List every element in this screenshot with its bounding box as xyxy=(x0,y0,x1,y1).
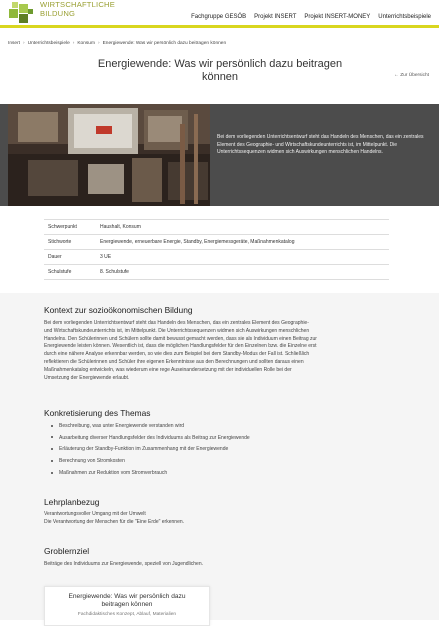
fact-value: Energiewende, erneuerbare Energie, Standby, Energiemessgeräte, Maßnahmenkatalog xyxy=(100,235,389,250)
breadcrumb-insert[interactable]: Insert xyxy=(8,41,20,46)
breadcrumb-separator: › xyxy=(97,41,100,46)
fact-key: Schulstufe xyxy=(44,265,100,280)
paragraph-line: Maßnahmenkatalog entwickeln, was wiederum eine rege Auseinandersetzung mit der individuellen Rolle bei der xyxy=(44,366,292,373)
nav-unterrichtsbeispiele[interactable]: Unterrichtsbeispiele xyxy=(378,14,431,20)
fact-key: Schwerpunkt xyxy=(44,220,100,235)
paragraph-line: Handelns. Den Schülerinnen und Schülern sollte damit bewusst gemacht werden, dass sie als Individuum einen Beitrag zur xyxy=(44,335,317,342)
page-title-line-1: Energiewende: Was wir persönlich dazu beitragen xyxy=(97,58,343,70)
paragraph-line: Beiträge des Individuums zur Energiewende, speziell von Jugendlichen. xyxy=(44,561,203,567)
list-item: Beschreibung, was unter Energiewende verstanden wird xyxy=(50,423,250,435)
paragraph-lehrplanbezug xyxy=(44,511,394,527)
list-item: Berechnung von Stromkosten xyxy=(50,458,250,470)
paragraph-line: reflektieren die Schülerinnen und Schüler ihre eigenen Erkenntnisse aus den Berechnungen und sollten daraus einen xyxy=(44,358,304,365)
nav-projekt-insert-money[interactable]: Projekt INSERT-MONEY xyxy=(304,14,371,20)
brand-line-1: WIRTSCHAFTLICHE xyxy=(40,0,116,9)
hero-description: Bei dem vorliegenden Unterrichtsentwurf steht das Handeln des Menschen, das ein zentrales Element des Geographie- und Wirtschaftskundeunterrichts ist, im Mittelpunkt. Die Unterrichtssequenzen widmen sich Auswirkungen menschlichen Handelns. xyxy=(217,134,424,156)
fact-value: Haushalt, Konsum xyxy=(100,220,389,235)
breadcrumb-unterrichtsbeispiele[interactable]: Unterrichtsbeispiele xyxy=(27,41,70,46)
heading-konkretisierung: Konkretisierung des Themas xyxy=(44,408,151,418)
paragraph-line: Die Verantwortung der Menschen für die "Eine Erde" erkennen. xyxy=(44,518,185,525)
fact-value: 3 UE xyxy=(100,250,389,265)
material-card[interactable] xyxy=(44,586,210,626)
table-row xyxy=(44,265,389,280)
card-title-line-1: Energiewende: Was wir persönlich dazu xyxy=(68,593,186,600)
breadcrumb xyxy=(8,41,226,47)
back-to-overview-link[interactable]: ← Zur Übersicht xyxy=(394,73,429,78)
card-title-line-2: beitragen können xyxy=(101,601,153,608)
list-item: Maßnahmen zur Reduktion vom Stromverbrauch xyxy=(50,470,250,482)
nav-projekt-insert[interactable]: Projekt INSERT xyxy=(254,14,297,20)
breadcrumb-current: Energiewende: Was wir persönlich dazu beitragen können xyxy=(102,41,227,46)
list-item: Erläuterung der Standby-Funktion im Zusammenhang mit der Energiewende xyxy=(50,446,250,458)
page-title-line-2: können xyxy=(201,71,239,83)
card-title xyxy=(45,593,209,609)
fact-value: 8. Schulstufe xyxy=(100,265,389,280)
page-title xyxy=(70,58,370,84)
heading-lehrplanbezug: Lehrplanbezug xyxy=(44,497,100,507)
brand-name[interactable] xyxy=(40,1,115,18)
site-header xyxy=(0,0,439,28)
paragraph-line: Bei dem vorliegenden Unterrichtsentwurf steht das Handeln des Menschen, das ein zentrales Element des Geographie- xyxy=(44,320,309,326)
konkretisierung-list xyxy=(50,423,250,481)
breadcrumb-konsum[interactable]: Konsum xyxy=(77,41,95,46)
logo-icon[interactable] xyxy=(8,0,34,24)
paragraph-kontext xyxy=(44,320,394,382)
top-navigation xyxy=(191,13,431,21)
fact-key: Dauer xyxy=(44,250,100,265)
fact-key: Stichworte xyxy=(44,235,100,250)
nav-fachgruppe-gesoeb[interactable]: Fachgruppe GESÖB xyxy=(191,14,247,20)
paragraph-line: Verantwortungsvoller Umgang mit der Umwelt xyxy=(44,511,146,517)
table-row xyxy=(44,250,389,265)
brand-line-2: BILDUNG xyxy=(40,8,76,18)
paragraph-line: durch eine nähere Analyse erkennbar werden, so wie dies zum Beispiel bei dem Standby-Modus der Fall ist. Schließlich xyxy=(44,351,310,358)
paragraph-line: Umsetzung der Energiewende erlaubt. xyxy=(44,374,130,381)
table-row xyxy=(44,220,389,235)
facts-table xyxy=(44,219,389,280)
hero-image xyxy=(8,104,210,206)
paragraph-line: Energiewende leisten können. Wesentlich ist, dass die möglichen Handlungsfelder für den Einzelnen bzw. die Einzelne erst xyxy=(44,343,317,350)
paragraph-groblernziel xyxy=(44,561,394,569)
breadcrumb-separator: › xyxy=(72,41,75,46)
heading-kontext: Kontext zur sozioökonomischen Bildung xyxy=(44,305,193,315)
paragraph-line: und Wirtschaftskundeunterrichts ist, im Mittelpunkt. Die Unterrichtssequenzen widmen sich Auswirkungen menschlichen xyxy=(44,327,310,334)
card-subtitle: Fachdidaktisches Konzept, Ablauf, Materialien xyxy=(77,612,177,617)
breadcrumb-separator: › xyxy=(23,41,25,46)
heading-groblernziel: Groblernziel xyxy=(44,546,90,556)
list-item: Ausarbeitung diverser Handlungsfelder des Individuums als Beitrag zur Energiewende xyxy=(50,435,250,447)
table-row xyxy=(44,235,389,250)
